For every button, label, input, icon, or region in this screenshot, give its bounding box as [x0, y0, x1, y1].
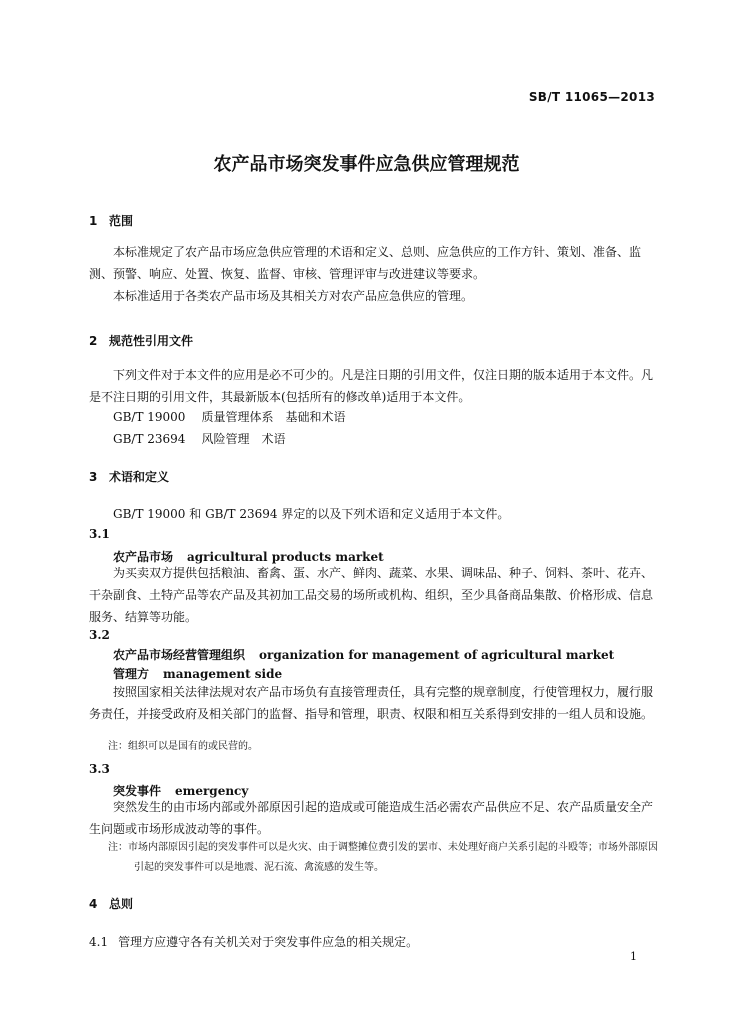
clause-3-3-number: 3.3 — [89, 762, 110, 776]
term-chinese: 突发事件 — [113, 784, 162, 798]
reference-code: GB/T 19000 — [113, 410, 186, 424]
reference-title: 风险管理 术语 — [201, 432, 286, 446]
term-3-2 — [113, 646, 614, 663]
clause-number: 4.1 — [89, 935, 109, 949]
section-title: 范围 — [109, 214, 134, 228]
term-chinese: 管理方 — [113, 667, 150, 681]
section-title: 总则 — [109, 897, 134, 911]
reference-item — [113, 408, 345, 425]
term-english: management side — [163, 667, 283, 681]
term-chinese: 农产品市场 — [113, 550, 174, 564]
document-code: SB/T 11065—2013 — [528, 90, 655, 104]
clause-3-2-number: 3.2 — [89, 628, 110, 642]
clause-text: 管理方应遵守各有关机关对于突发事件应急的相关规定。 — [118, 935, 419, 949]
section-title: 术语和定义 — [109, 470, 170, 484]
term-english: organization for management of agricultural market — [259, 648, 615, 662]
clause-4-1 — [89, 933, 418, 950]
note-text: 注：市场内部原因引起的突发事件可以是火灾、由于调整摊位费引发的罢市、未处理好商户关系引起的斗殴等；市场外部原因引起的突发事件可以是地震、泥石流、禽流感的发生等。 — [108, 842, 658, 873]
term-chinese: 农产品市场经营管理组织 — [113, 648, 246, 662]
term-3-2-alias — [113, 665, 282, 682]
term-3-2-definition: 按照国家相关法律法规对农产品市场负有直接管理责任，具有完整的规章制度，行使管理权力，履行服务责任，并接受政府及相关部门的监督、指导和管理，职责、权限和相互关系得到安排的一组人员和设施。 — [89, 685, 654, 721]
term-3-1-definition: 为买卖双方提供包括粮油、畜禽、蛋、水产、鲜肉、蔬菜、水果、调味品、种子、饲料、茶叶、花卉、干杂副食、土特产品等农产品及其初加工品交易的场所或机构、组织，至少具备商品集散、价格形成、信息服务、结算等功能。 — [89, 566, 654, 624]
section-number: 1 — [89, 214, 98, 228]
section-3-heading — [89, 468, 169, 485]
reference-item — [113, 430, 285, 447]
section-2-heading — [89, 332, 193, 349]
term-3-2-note: 注：组织可以是国有的或民营的。 — [108, 741, 258, 752]
clause-3-1-number: 3.1 — [89, 527, 110, 541]
term-3-3-note — [108, 838, 660, 878]
section-2-paragraph-1: 下列文件对于本文件的应用是必不可少的。凡是注日期的引用文件，仅注日期的版本适用于本文件。凡是不注日期的引用文件，其最新版本(包括所有的修改单)适用于本文件。 — [89, 368, 654, 404]
section-3-intro: GB/T 19000 和 GB/T 23694 界定的以及下列术语和定义适用于本文件。 — [113, 507, 510, 521]
section-1-paragraph-2: 本标准适用于各类农产品市场及其相关方对农产品应急供应的管理。 — [113, 289, 474, 303]
page-title: 农产品市场突发事件应急供应管理规范 — [213, 154, 520, 175]
reference-code: GB/T 23694 — [113, 432, 186, 446]
section-number: 2 — [89, 334, 98, 348]
page-number: 1 — [630, 950, 637, 963]
section-title: 规范性引用文件 — [109, 334, 194, 348]
section-4-heading — [89, 895, 133, 912]
section-number: 3 — [89, 470, 98, 484]
section-1-heading — [89, 212, 133, 229]
term-english: emergency — [175, 784, 249, 798]
section-number: 4 — [89, 897, 98, 911]
reference-title: 质量管理体系 基础和术语 — [201, 410, 346, 424]
term-3-3-definition: 突然发生的由市场内部或外部原因引起的造成或可能造成生活必需农产品供应不足、农产品质量安全产生问题或市场形成波动等的事件。 — [89, 800, 654, 836]
section-1-paragraph-1: 本标准规定了农产品市场应急供应管理的术语和定义、总则、应急供应的工作方针、策划、准备、监测、预警、响应、处置、恢复、监督、审核、管理评审与改进建议等要求。 — [89, 245, 642, 281]
term-english: agricultural products market — [187, 550, 384, 564]
